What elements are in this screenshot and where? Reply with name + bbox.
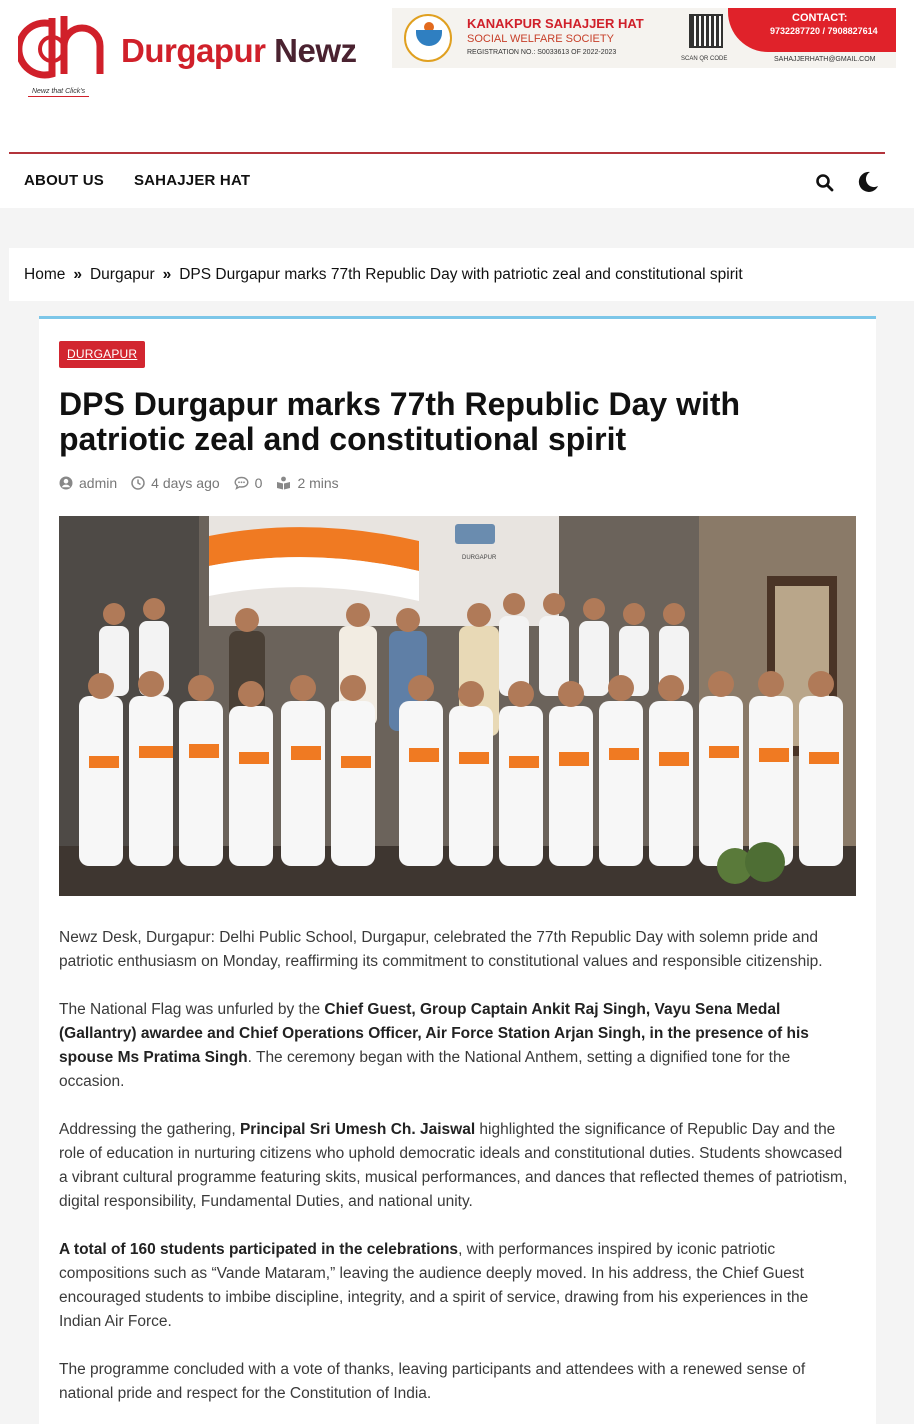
header-divider <box>9 152 885 154</box>
breadcrumb <box>9 248 914 301</box>
paragraph-bold-text: Chief Guest, Group Captain Ankit Raj Singh, Vayu Sena Medal (Gallantry) awardee and Chief Operations Officer, Air Force Station Arjan Singh, in the presence of his spouse Ms Pratima Singh <box>59 1001 809 1066</box>
breadcrumb-current: DPS Durgapur marks 77th Republic Day with patriotic zeal and constitutional spirit <box>179 265 743 283</box>
search-icon <box>815 173 835 193</box>
meta-comments[interactable] <box>234 475 263 491</box>
article-body <box>59 926 849 1424</box>
photo-banner-text: DURGAPUR <box>462 555 497 561</box>
breadcrumb-separator: » <box>73 265 82 283</box>
ad-email: SAHAJJERHATH@GMAIL.COM <box>774 56 876 63</box>
main-nav <box>24 172 250 189</box>
logo-wordmark <box>121 32 357 70</box>
group-photo-illustration <box>59 516 856 896</box>
article-paragraph <box>59 1238 849 1334</box>
ad-title: KANAKPUR SAHAJJER HAT <box>467 16 644 31</box>
society-emblem-icon <box>404 14 452 62</box>
qr-code-icon <box>689 14 723 48</box>
user-circle-icon <box>59 476 73 490</box>
meta-read-time <box>276 475 338 491</box>
paragraph-text: . The ceremony began with the National Anthem, setting a dignified tone for the occasion. <box>59 1049 791 1090</box>
category-badge[interactable]: DURGAPUR <box>59 341 145 368</box>
featured-photo[interactable] <box>59 516 856 896</box>
article-paragraph: Newz Desk, Durgapur: Delhi Public School, Durgapur, celebrated the 77th Republic Day with solemn pride and patriotic enthusiasm on Monday, reaffirming its commitment to constitutional values and responsible citizenship. <box>59 929 823 970</box>
paragraph-text: The National Flag was unfurled by the <box>59 1001 325 1018</box>
nav-item-about-us[interactable]: ABOUT US <box>24 172 104 189</box>
logo-dh-mark <box>18 12 112 82</box>
breadcrumb-separator: » <box>162 265 172 283</box>
paragraph-text: highlighted the significance of Republic Day and the role of education in nurturing citizens who uphold democratic ideals and constitutional duties. Students showcased a vibrant cultural programme featuring skits, musical performances, and dances that reflected themes of patriotism, digital responsibility, Fundamental Duties, and national unity. <box>59 1121 848 1210</box>
article-paragraph <box>59 1118 849 1214</box>
ad-contact-title: CONTACT: <box>792 12 848 24</box>
nav-item-sahajjer-hat[interactable]: SAHAJJER HAT <box>133 172 251 189</box>
meta-date-text: 4 days ago <box>151 475 220 491</box>
dark-mode-toggle[interactable] <box>856 170 880 194</box>
site-logo[interactable] <box>18 12 388 102</box>
paragraph-text: Addressing the gathering, <box>59 1121 240 1138</box>
meta-author-name: admin <box>79 475 118 491</box>
clock-icon <box>131 476 145 490</box>
paragraph-bold-text: Principal Sri Umesh Ch. Jaiswal <box>239 1121 476 1138</box>
ad-contact-phone: 9732287720 / 7908827614 <box>770 26 878 36</box>
ad-subtitle: SOCIAL WELFARE SOCIETY <box>467 33 614 45</box>
paragraph-bold-text: A total of 160 students participated in the celebrations <box>59 1241 459 1258</box>
moon-icon <box>856 170 880 194</box>
ad-qr-label: SCAN QR CODE <box>681 56 728 62</box>
article-paragraph <box>59 998 849 1094</box>
site-header <box>0 0 914 208</box>
meta-read-time-text: 2 mins <box>297 475 339 491</box>
article-title: DPS Durgapur marks 77th Republic Day with patriotic zeal and constitutional spirit <box>59 386 741 457</box>
ad-banner-sahajjer-hat[interactable] <box>392 8 896 68</box>
logo-word-durgapur: Durgapur <box>121 32 266 69</box>
article-card <box>39 316 876 1424</box>
paragraph-text: , with performances inspired by iconic patriotic compositions such as “Vande Mataram,” leaving the audience deeply moved. In his address, the Chief Guest encouraged students to imbibe discipline, integrity, and a spirit of service, drawing from his experiences in the Indian Air Force. <box>59 1241 809 1330</box>
breadcrumb-home[interactable]: Home <box>24 265 66 283</box>
article-meta <box>59 475 353 491</box>
comment-icon <box>234 476 249 490</box>
meta-date <box>131 475 220 491</box>
meta-author[interactable] <box>59 475 117 491</box>
book-reader-icon <box>276 476 291 490</box>
breadcrumb-section[interactable]: Durgapur <box>89 265 155 283</box>
ad-registration: REGISTRATION NO.: S0033613 OF 2022-2023 <box>467 49 617 56</box>
meta-comments-count: 0 <box>254 475 263 491</box>
logo-tagline: Newz that Click's <box>28 88 89 97</box>
article-paragraph: The programme concluded with a vote of thanks, leaving participants and attendees with a renewed sense of national pride and respect for the Constitution of India. <box>59 1361 806 1402</box>
search-button[interactable] <box>815 173 835 193</box>
logo-word-newz: Newz <box>274 32 357 69</box>
